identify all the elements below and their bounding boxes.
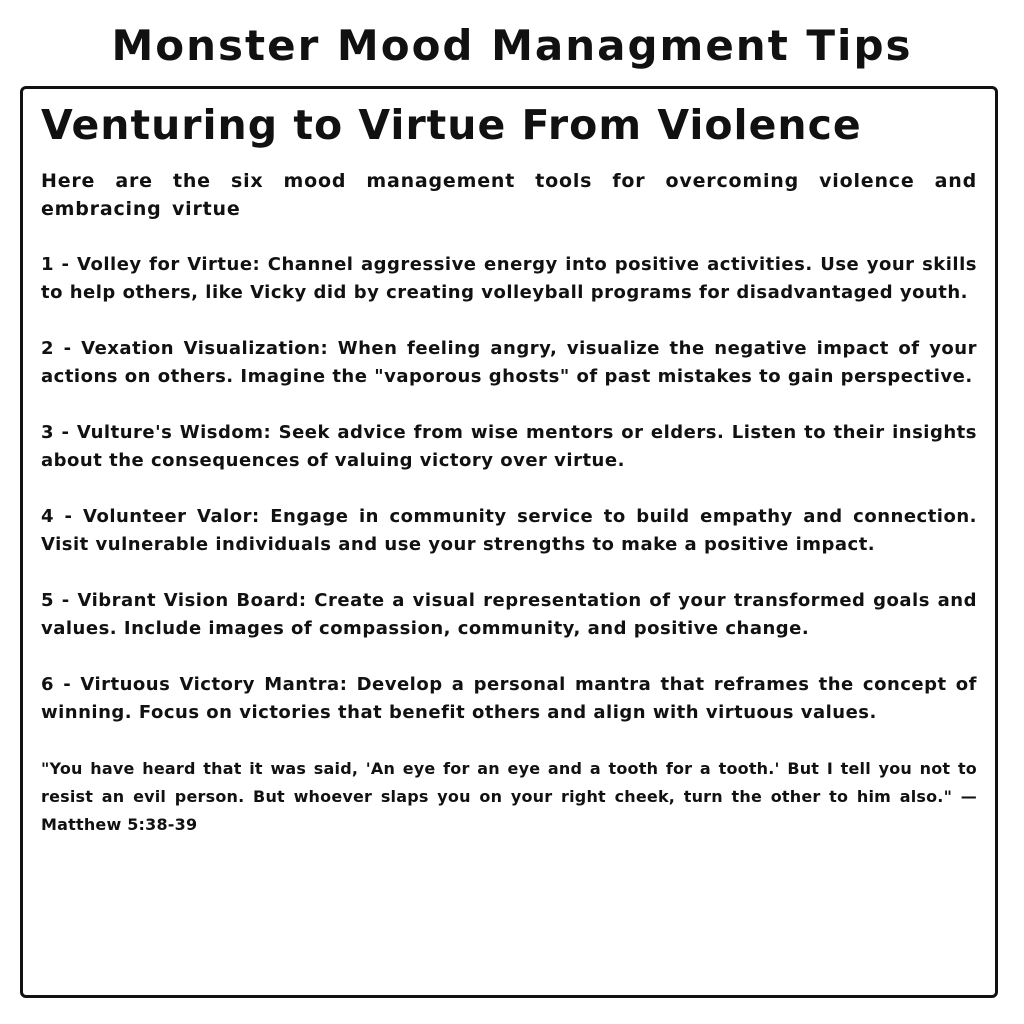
tip-item-2: 2 - Vexation Visualization: When feeling angry, visualize the negative impact of your actions on others. Imagine the "vaporous ghosts" of past mistakes to gain perspective. <box>41 338 977 387</box>
card-heading: Venturing to Virtue From Violence <box>41 101 862 149</box>
tip-item-4: 4 - Volunteer Valor: Engage in community service to build empathy and connection. Visit vulnerable individuals and use your strengths to make a positive impact. <box>41 506 977 555</box>
tip-item-3: 3 - Vulture's Wisdom: Seek advice from wise mentors or elders. Listen to their insights about the consequences of valuing victory over virtue. <box>41 422 977 471</box>
scripture-quote: "You have heard that it was said, 'An eye for an eye and a tooth for a tooth.' But I tell you not to resist an evil person. But whoever slaps you on your right cheek, turn the other to him also." — Matthew 5:38-39 <box>41 759 977 834</box>
tip-item-6: 6 - Virtuous Victory Mantra: Develop a personal mantra that reframes the concept of winning. Focus on victories that benefit others and align with virtuous values. <box>41 674 977 723</box>
tip-item-5: 5 - Vibrant Vision Board: Create a visual representation of your transformed goals and values. Include images of compassion, community, and positive change. <box>41 590 977 639</box>
page-title: Monster Mood Managment Tips <box>111 21 913 70</box>
tips-card <box>20 86 998 998</box>
tip-item-1: 1 - Volley for Virtue: Channel aggressive energy into positive activities. Use your skills to help others, like Vicky did by creating volleyball programs for disadvantaged youth. <box>41 254 977 303</box>
intro-text: Here are the six mood management tools for overcoming violence and embracing virtue <box>41 170 977 220</box>
